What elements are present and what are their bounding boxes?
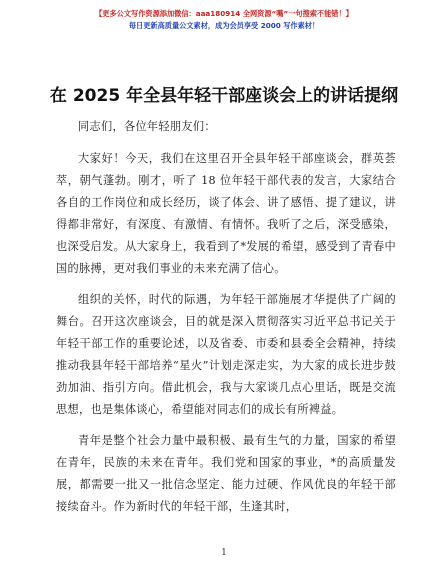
paragraph-youth: 青年是整个社会力量中最积极、最有生气的力量，国家的希望在青年，民族的未来在青年。我们党和国家的事业，*的高质量发展，都需要一批又一批信念坚定、能力过硬、作风优良的年轻干部接续奋斗。作为新时代的年轻干部，生逢其时， <box>56 434 396 513</box>
header-banner <box>0 8 448 32</box>
paragraph-opening: 大家好！今天，我们在这里召开全县年轻干部座谈会，群英荟萃，朝气蓬勃。刚才，听了 18 位年轻干部代表的发言，大家结合各自的工作岗位和成长经历，谈了体会、讲了感悟、提了建议，讲得都非常好，有深度、有激情、有情怀。我听了之后，深受感染，也深受启发。从大家身上，我看到了*发展的希望，感受到了青春中国的脉搏，更对我们事业的未来充满了信心。 <box>56 152 396 275</box>
document-body <box>56 116 396 527</box>
page-number: 1 <box>221 548 227 558</box>
salutation: 同志们，各位年轻朋友们： <box>78 120 216 133</box>
banner-line-membership: 每日更新高质量公文素材，成为会员享受 2000 写作素材！ <box>128 21 320 30</box>
document-title: 在 2025 年全县年轻干部座谈会上的讲话提纲 <box>49 86 399 106</box>
paragraph-purpose: 组织的关怀，时代的际遇，为年轻干部施展才华提供了广阔的舞台。召开这次座谈会，目的就是深入贯彻落实习近平总书记关于年轻干部工作的重要论述，以及省委、市委和县委全会精神，持续推动我县年轻干部培养“星火”计划走深走实，为大家的成长进步鼓劲加油、指引方向。借此机会，我与大家谈几点心里话，既是交流思想，也是集体谈心，希望能对同志们的成长有所裨益。 <box>56 293 396 416</box>
banner-line-promo: 【更多公文写作资源添加微信：aaa180914 全网资源“嘴”一句搜索不能错！】 <box>95 9 353 18</box>
